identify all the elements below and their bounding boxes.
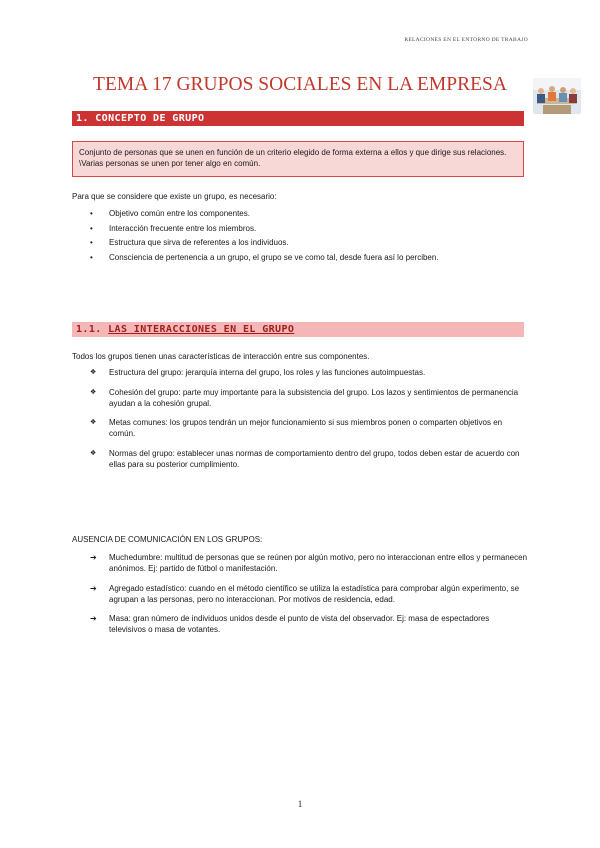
list-item-text: Consciencia de pertenencia a un grupo, el grupo se ve como tal, desde fuera así lo perciben. [109,252,439,262]
interactions-list [72,367,528,478]
list-item [72,237,528,248]
list-item [72,387,528,409]
bullet-icon: • [90,238,93,247]
list-item [72,552,528,574]
list-item-text: Objetivo común entre los componentes. [109,209,250,218]
list-item-text: Muchedumbre: multitud de personas que se reúnen por algún motivo, pero no interaccionan entre ellos y permanecen anónimos. Ej: partido de fútbol o manifestación. [109,553,528,573]
list-item-text: Normas del grupo: establecer unas normas de comportamiento dentro del grupo, todos deben estar de acuerdo con ellas para su posterior cumplimiento. [109,448,520,469]
list-item-text: Cohesión del grupo: parte muy importante para la subsistencia del grupo. Los lazos y sentimientos de permanencia ayudan a la cohesión grupal. [109,387,519,408]
bullet-icon: • [90,252,93,262]
interactions-intro: Todos los grupos tienen unas características de interacción entre sus componentes. [72,352,370,361]
ausencia-list [72,552,528,644]
section-1-heading [72,111,524,126]
list-item [72,417,528,439]
section-1-1-title: LAS INTERACCIONES EN EL GRUPO [108,324,295,335]
section-1-number: 1. [76,113,89,124]
arrow-right-icon: ➔ [90,553,97,562]
bullet-icon: • [90,223,93,233]
diamond-bullet-icon: ❖ [90,369,97,376]
definition-box: Conjunto de personas que se unen en función de un criterio elegido de forma externa a ellos y que dirige sus relaciones. \Varias personas se unen por tener algo en común. [72,141,524,177]
diamond-bullet-icon: ❖ [90,388,97,396]
section-1-1-heading [72,322,524,337]
section-1-1-number: 1.1. [76,324,102,335]
list-item [72,208,528,219]
arrow-right-icon: ➔ [90,583,97,593]
requirements-intro: Para que se considere que existe un grupo, es necesario: [72,192,277,201]
requirements-list [72,208,528,266]
list-item-text: Estructura que sirva de referentes a los individuos. [109,238,289,247]
document-title: TEMA 17 GRUPOS SOCIALES EN LA EMPRESA [93,74,507,95]
section-1-title: CONCEPTO DE GRUPO [95,113,205,124]
diamond-bullet-icon: ❖ [90,449,97,457]
list-item-text: Interacción frecuente entre los miembros. [109,223,257,233]
list-item [72,613,528,635]
list-item [72,223,528,234]
bullet-icon: • [90,209,93,218]
list-item [72,367,528,378]
running-header: RELACIONES EN EL ENTORNO DE TRABAJO [404,37,528,43]
ausencia-heading: AUSENCIA DE COMUNICACIÓN EN LOS GRUPOS: [72,535,263,544]
arrow-right-icon: ➔ [90,614,97,623]
list-item [72,583,528,605]
page-number: 1 [297,799,303,809]
list-item-text: Metas comunes: los grupos tendrán un mejor funcionamiento si sus miembros ponen o comparten objetivos en común. [109,418,503,438]
office-meeting-photo [533,78,581,114]
list-item [72,252,528,263]
list-item-text: Agregado estadístico: cuando en el método científico se utiliza la estadística para comprobar algún experimento, se agrupan a las personas, pero no interaccionan. Por motivos de residencia, edad. [109,583,520,604]
list-item-text: Masa: gran número de individuos unidos desde el punto de vista del observador. Ej: masa de espectadores televisivos o masa de votantes. [109,614,490,634]
list-item [72,448,528,470]
list-item-text: Estructura del grupo: jerarquía interna del grupo, los roles y las funciones autoimpuestas. [109,368,426,377]
diamond-bullet-icon: ❖ [90,419,97,426]
